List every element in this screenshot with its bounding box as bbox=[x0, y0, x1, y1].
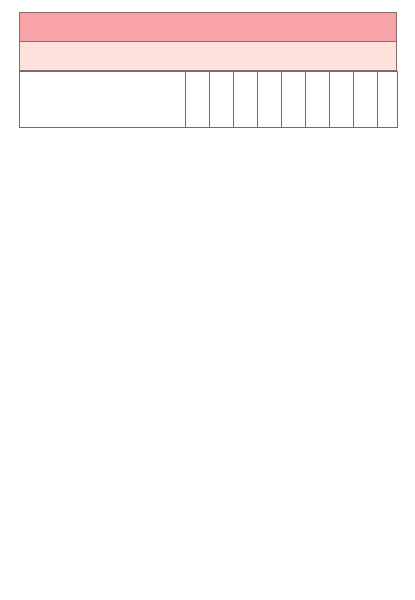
grade-sheet bbox=[19, 12, 397, 591]
decorative-border-left bbox=[0, 0, 19, 600]
title-bar bbox=[19, 12, 397, 42]
grades-table bbox=[19, 71, 398, 128]
subject-header bbox=[234, 72, 258, 128]
subject-header bbox=[330, 72, 354, 128]
decorative-border-bottom bbox=[0, 591, 415, 600]
subject-header bbox=[258, 72, 282, 128]
subtitle-bar bbox=[19, 42, 397, 71]
decorative-border-right bbox=[397, 0, 415, 600]
subject-header bbox=[354, 72, 378, 128]
subject-header bbox=[282, 72, 306, 128]
subject-header bbox=[306, 72, 330, 128]
subject-header bbox=[186, 72, 210, 128]
subject-header bbox=[210, 72, 234, 128]
subject-header bbox=[378, 72, 398, 128]
name-column-header bbox=[20, 72, 186, 128]
decorative-border-top bbox=[0, 0, 415, 12]
header-row bbox=[20, 72, 398, 128]
